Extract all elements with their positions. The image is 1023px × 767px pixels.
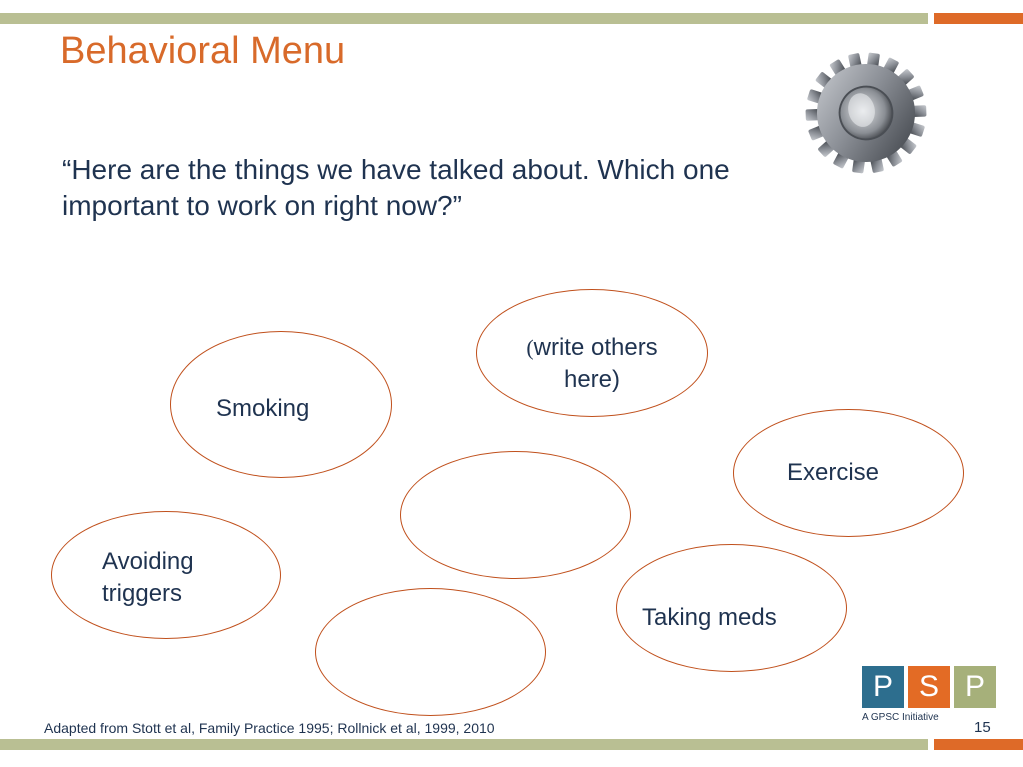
- open-paren: (: [526, 335, 534, 360]
- quote-line-2: important to work on right now?”: [62, 190, 462, 221]
- top-rule: [0, 13, 928, 24]
- bubble-avoiding-triggers-text: [102, 546, 194, 610]
- quote-line-1: “Here are the things we have talked about. Which one: [62, 154, 730, 185]
- bubble-empty-center: [400, 451, 631, 579]
- gear-icon: [800, 45, 932, 181]
- slide-title: Behavioral Menu: [60, 30, 346, 72]
- bottom-accent: [934, 739, 1023, 750]
- logo-p2-box: P: [954, 666, 996, 708]
- bubble-taking-meds-label: Taking meds: [642, 604, 777, 631]
- top-accent: [934, 13, 1023, 24]
- logo-tagline: A GPSC Initiative: [862, 712, 939, 723]
- logo-p-box: P: [862, 666, 904, 708]
- slide-quote: [62, 152, 802, 224]
- avoiding-line-2: triggers: [102, 580, 183, 607]
- page-number: 15: [974, 719, 991, 736]
- footer-citation: Adapted from Stott et al, Family Practice 1995; Rollnick et al, 1999, 2010: [44, 720, 495, 736]
- bubble-write-others-line-2: here): [563, 366, 621, 393]
- bubble-smoking-label: Smoking: [216, 395, 310, 422]
- bubble-exercise-label: Exercise: [787, 459, 880, 486]
- bubble-write-others-line-1: [476, 332, 708, 364]
- bubble-empty-bottom: [315, 588, 546, 716]
- bottom-rule: [0, 739, 928, 750]
- avoiding-line-1: Avoiding: [102, 548, 194, 575]
- write-others-label: write others: [533, 334, 658, 361]
- bubble-write-others-text: [476, 332, 708, 396]
- logo-s-box: S: [908, 666, 950, 708]
